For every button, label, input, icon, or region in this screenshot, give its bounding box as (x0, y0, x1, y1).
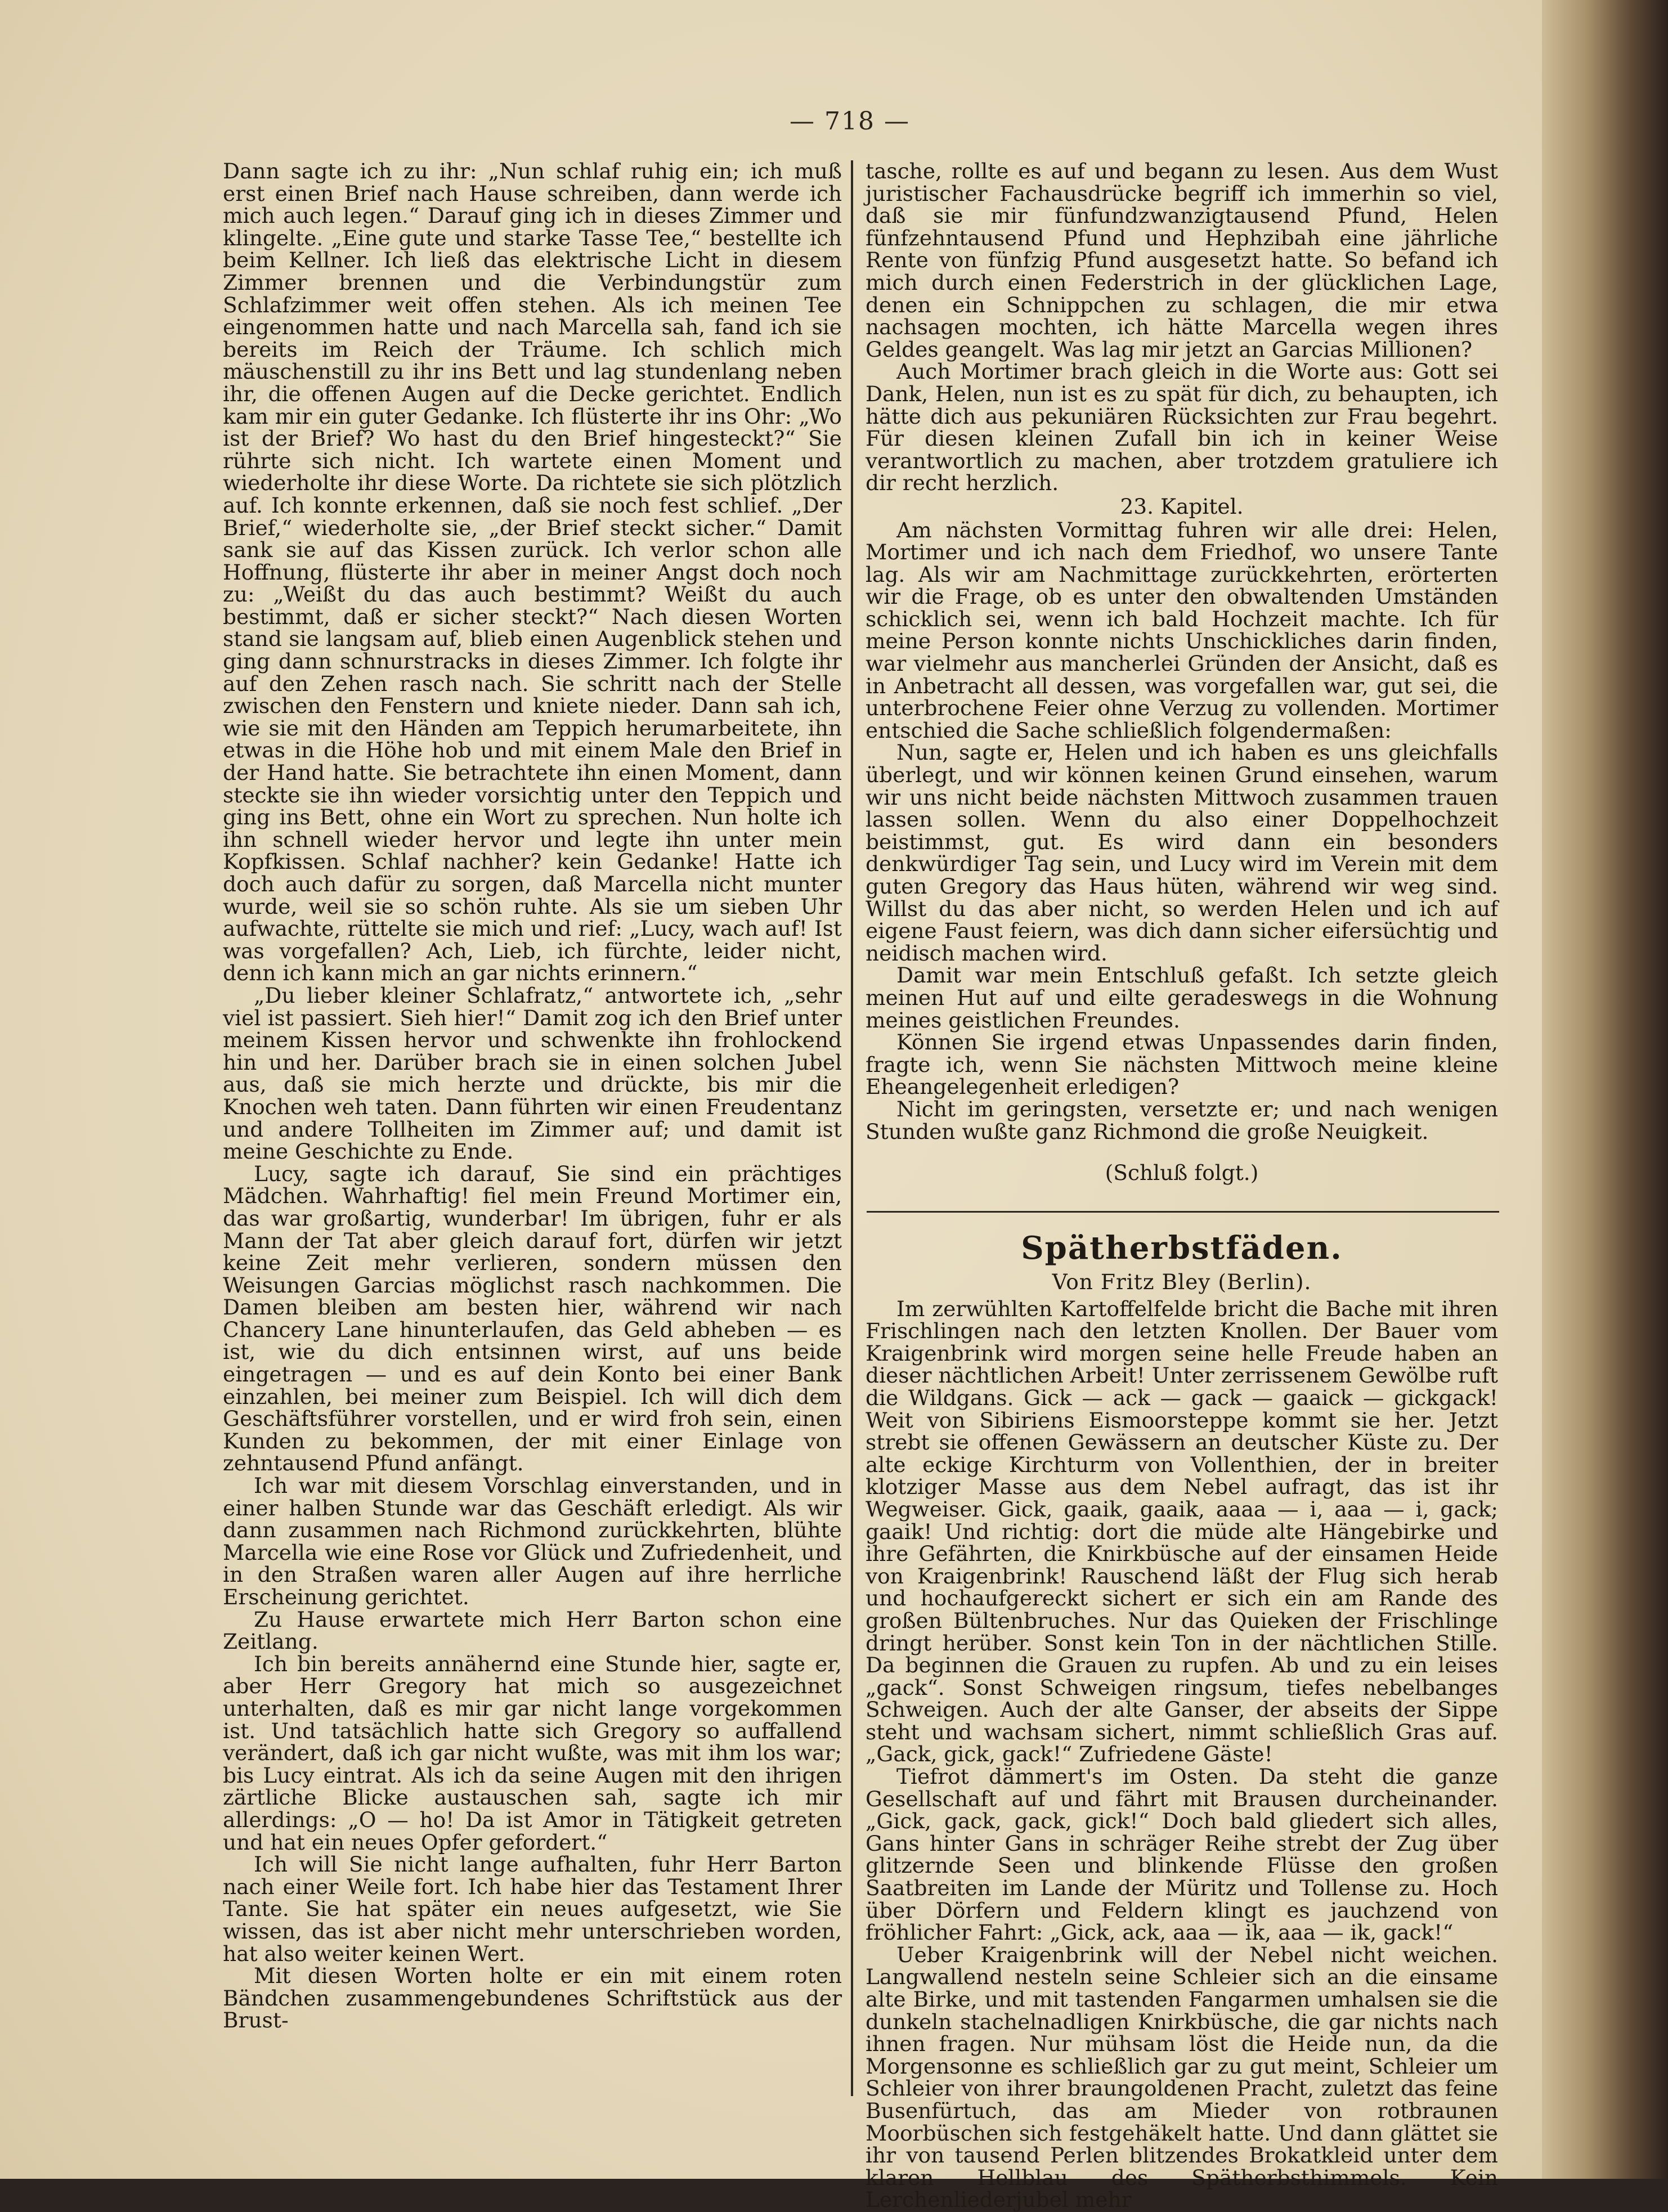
continuation-note: (Schluß folgt.) (1105, 1160, 1259, 1186)
column-divider (851, 160, 853, 2096)
paragraph: Dann sagte ich zu ihr: „Nun schlaf ruhig ein; ich muß erst einen Brief nach Hause schreiben, dann werde ich mich auch legen.“ Darauf ging ich in dieses Zimmer und klingelte. „Eine gute und starke Tasse Tee,“ bestellte ich beim Kellner. Ich ließ das elektrische Licht in diesem Zimmer brennen und die Verbindungstür zum Schlafzimmer weit offen stehen. Als ich meinen Tee eingenommen hatte und nach Marcella sah, fand ich sie bereits im Reich der Träume. Ich schlich mich mäuschenstill zu ihr ins Bett und lag stundenlang neben ihr, die offenen Augen auf die Decke gerichtet. Endlich kam mir ein guter Gedanke. Ich flüsterte ihr ins Ohr: „Wo ist der Brief? Wo hast du den Brief hingesteckt?“ Sie rührte sich nicht. Ich wartete einen Moment und wiederholte ihr diese Worte. Da richtete sie sich plötzlich auf. Ich konnte erkennen, daß sie noch fest schlief. „Der Brief,“ wiederholte sie, „der Brief steckt sicher.“ Damit sank sie auf das Kissen zurück. Ich verlor schon alle Hoffnung, flüsterte ihr aber in meiner Angst doch noch zu: „Weißt du das auch bestimmt? Weißt du auch bestimmt, daß er sicher steckt?“ Nach diesen Worten stand sie langsam auf, blieb einen Augenblick stehen und ging dann schnurstracks in dieses Zimmer. Ich folgte ihr auf den Zehen rasch nach. Sie schritt nach der Stelle zwischen den Fenstern und kniete nieder. Dann sah ich, wie sie mit den Händen am Teppich herumarbeitete, ihn etwas in die Höhe hob und mit einem Male den Brief in der Hand hatte. Sie betrachtete ihn einen Moment, dann steckte sie ihn wieder vorsichtig unter den Teppich und ging ins Bett, ohne ein Wort zu sprechen. Nun holte ich ihn schnell wieder hervor und legte ihn unter mein Kopfkissen. Schlaf nachher? kein Gedanke! Hatte ich doch auch dafür zu sorgen, daß Marcella nicht munter wurde, weil sie so schön ruhte. Als sie um sieben Uhr aufwachte, rüttelte sie mich und rief: „Lucy, wach auf! Ist was vorgefallen? Ach, Lieb, ich fürchte, leider nicht, denn ich kann mich an gar nichts erinnern.“ (223, 159, 842, 986)
left-column (223, 160, 842, 2032)
section-divider (867, 1211, 1499, 1213)
book-binding (1542, 0, 1668, 2179)
paragraph: Können Sie irgend etwas Unpassendes darin finden, fragte ich, wenn Sie nächsten Mittwoch meine kleine Eheangelegenheit erledigen? (866, 1030, 1498, 1100)
article-byline: Von Fritz Bley (Berlin). (1052, 1269, 1312, 1294)
paragraph: Ich war mit diesem Vorschlag einverstanden, und in einer halben Stunde war das Geschäft erledigt. Als wir dann zusammen nach Richmond zurückkehrten, blühte Marcella wie eine Rose vor Glück und Zufriedenheit, und in den Straßen waren aller Augen auf ihre herrliche Erscheinung gerichtet. (223, 1473, 842, 1609)
paragraph: Mit diesen Worten holte er ein mit einem roten Bändchen zusammengebundenes Schriftstück aus der Brust- (223, 1963, 842, 2033)
paragraph: Zu Hause erwartete mich Herr Barton schon eine Zeitlang. (223, 1607, 842, 1654)
paragraph: Damit war mein Entschluß gefaßt. Ich setzte gleich meinen Hut auf und eilte geradeswegs in die Wohnung meines geistlichen Freundes. (866, 963, 1498, 1033)
page-number: — 718 — (790, 107, 910, 136)
paragraph: Tiefrot dämmert's im Osten. Da steht die ganze Gesellschaft auf und fährt mit Brausen durcheinander. „Gick, gack, gack, gick!“ Doch bald gliedert sich alles, Gans hinter Gans in schräger Reihe strebt der Zug über glitzernde Seen und blinkende Flüsse den großen Saatbreiten im Lande der Müritz und Tollense zu. Hoch über Dörfern und Feldern klingt es jauchzend von fröhlicher Fahrt: „Gick, ack, aaa — ik, aaa — ik, gack!“ (866, 1764, 1498, 1945)
paragraph: tasche, rollte es auf und begann zu lesen. Aus dem Wust juristischer Fachausdrücke begriff ich immerhin so viel, daß sie mir fünfundzwanzigtausend Pfund, Helen fünfzehntausend Pfund und Hephzibah eine jährliche Rente von fünfzig Pfund ausgesetzt hatte. So befand ich mich durch einen Federstrich in der glücklichen Lage, denen ein Schnippchen zu schlagen, die mir etwa nachsagen mochten, ich hätte Marcella wegen ihres Geldes geangelt. Was lag mir jetzt an Garcias Millionen? (866, 159, 1498, 362)
paragraph: Ich will Sie nicht lange aufhalten, fuhr Herr Barton nach einer Weile fort. Ich habe hier das Testament Ihrer Tante. Sie hat später ein neues aufgesetzt, wie Sie wissen, das ist aber nicht mehr unterschrieben worden, hat also weiter keinen Wert. (223, 1852, 842, 1966)
right-column (866, 160, 1498, 1184)
paragraph: Am nächsten Vormittag fuhren wir alle drei: Helen, Mortimer und ich nach dem Friedhof, wo unsere Tante lag. Als wir am Nachmittage zurückkehrten, erörterten wir die Frage, ob es unter den obwaltenden Umständen schicklich sei, wenn ich bald Hochzeit machte. Ich für meine Person konnte nichts Unschickliches darin finden, war vielmehr aus mancherlei Gründen der Ansicht, daß es in Anbetracht all dessen, was vorgefallen war, gut sei, die unterbrochene Feier ohne Verzug zu vollenden. Mortimer entschied die Sache schließlich folgendermaßen: (866, 517, 1498, 743)
paragraph: Im zerwühlten Kartoffelfelde bricht die Bache mit ihren Frischlingen nach den letzten Knollen. Der Bauer vom Kraigenbrink wird morgen seine helle Freude haben an dieser nächtlichen Arbeit! Unter zerrissenem Gewölbe ruft die Wildgans. Gick — ack — gack — gaaick — gickgack! Weit von Sibiriens Eismoorsteppe kommt sie her. Jetzt strebt sie offenen Gewässern an deutscher Küste zu. Der alte eckige Kirchturm von Vollenthien, der in breiter klotziger Masse aus dem Nebel aufragt, das ist ihr Wegweiser. Gick, gaaik, gaaik, aaaa — i, aaa — i, gack; gaaik! Und richtig: dort die müde alte Hängebirke und ihre Gefährten, die Knirkbüsche auf der einsamen Heide von Kraigenbrink! Rauschend läßt der Flug sich herab und hochaufgereckt sichert er sich ein am Rande des großen Bültenbruches. Nur das Quieken der Frischlinge dringt herüber. Sonst kein Ton in der nächtlichen Stille. Da beginnen die Grauen zu rupfen. Ab und zu ein leises „gack“. Sonst Schweigen ringsum, tiefes nebelbanges Schweigen. Auch der alte Ganser, der abseits der Sippe steht und wachsam sichert, nimmt schließlich Gras auf. „Gack, gick, gack!“ Zufriedene Gäste! (866, 1296, 1498, 1767)
article-title: Spätherbstfäden. (1021, 1230, 1343, 1267)
paragraph: Ich bin bereits annähernd eine Stunde hier, sagte er, aber Herr Gregory hat mich so ausgezeichnet unterhalten, daß es mir gar nicht lange vorgekommen ist. Und tatsächlich hatte sich Gregory so auffallend verändert, daß ich gar nicht wußte, was mit ihm los war; bis Lucy eintrat. Als ich da seine Augen mit den ihrigen zärtliche Blicke austauschen sah, sagte ich mir allerdings: „O — ho! Da ist Amor in Tätigkeit getreten und hat ein neues Opfer gefordert.“ (223, 1651, 842, 1855)
chapter-heading: 23. Kapitel. (1120, 493, 1244, 519)
paragraph: Auch Mortimer brach gleich in die Worte aus: Gott sei Dank, Helen, nun ist es zu spät für dich, zu behaupten, ich hätte dich aus pekuniären Rücksichten zur Frau begehrt. Für diesen kleinen Zufall bin ich in keiner Weise verantwortlich zu machen, aber trotzdem gratuliere ich dir recht herzlich. (866, 359, 1498, 496)
paragraph: „Du lieber kleiner Schlafratz,“ antwortete ich, „sehr viel ist passiert. Sieh hier!“ Damit zog ich den Brief unter meinem Kissen hervor und schwenkte ihn frohlockend hin und her. Darüber brach sie in einen solchen Jubel aus, daß sie mich herzte und drückte, bis mir die Knochen weh taten. Dann führten wir einen Freudentanz und andere Tollheiten im Zimmer auf; und damit ist meine Geschichte zu Ende. (223, 982, 842, 1164)
paragraph: Lucy, sagte ich darauf, Sie sind ein prächtiges Mädchen. Wahrhaftig! fiel mein Freund Mortimer ein, das war großartig, wunderbar! Im übrigen, fuhr er als Mann der Tat aber gleich darauf fort, dürfen wir jetzt keine Zeit mehr verlieren, sondern müssen den Weisungen Garcias möglichst rasch nachkommen. Die Damen bleiben am besten hier, während wir nach Chancery Lane hinunterlaufen, das Geld abheben — es ist, wie du dich entsinnen wirst, auf uns beide eingetragen — und es auf dein Konto bei einer Bank einzahlen, bei meiner zum Beispiel. Ich will dich dem Geschäftsführer vorstellen, und er wird froh sein, einen Kunden zu bekommen, der mit einer Einlage von zehntausend Pfund anfängt. (223, 1161, 842, 1476)
article (866, 1230, 1498, 2211)
paragraph: Nicht im geringsten, versetzte er; und nach wenigen Stunden wußte ganz Richmond die große Neuigkeit. (866, 1096, 1498, 1144)
paragraph: Ueber Kraigenbrink will der Nebel nicht weichen. Langwallend nesteln seine Schleier sich an die einsame alte Birke, und mit tastenden Fangarmen umhalsen sie die dunkeln stachelnadligen Knirkbüsche, die gar nichts nach ihnen fragen. Nur mühsam löst die Heide nun, da die Morgensonne es schließlich gar zu gut meint, Schleier um Schleier von ihrer braungoldenen Pracht, zuletzt das feine Busenfürtuch, das am Mieder von rotbraunen Moorbüschen sich festgehäkelt hatte. Und dann glättet sie ihr von tausend Perlen blitzendes Brokatkleid unter dem klaren Hellblau des Spätherbsthimmels. Kein Lerchenliederjubel mehr (866, 1942, 1498, 2212)
paragraph: Nun, sagte er, Helen und ich haben es uns gleichfalls überlegt, und wir können keinen Grund einsehen, warum wir uns nicht beide nächsten Mittwoch zusammen trauen lassen sollen. Wenn du also einer Doppelhochzeit beistimmst, gut. Es wird dann ein besonders denkwürdiger Tag sein, und Lucy wird im Verein mit dem guten Gregory das Haus hüten, während wir weg sind. Willst du das aber nicht, so werden Helen und ich auf eigene Faust feiern, was dich dann sicher eifersüchtig und neidisch machen wird. (866, 740, 1498, 966)
